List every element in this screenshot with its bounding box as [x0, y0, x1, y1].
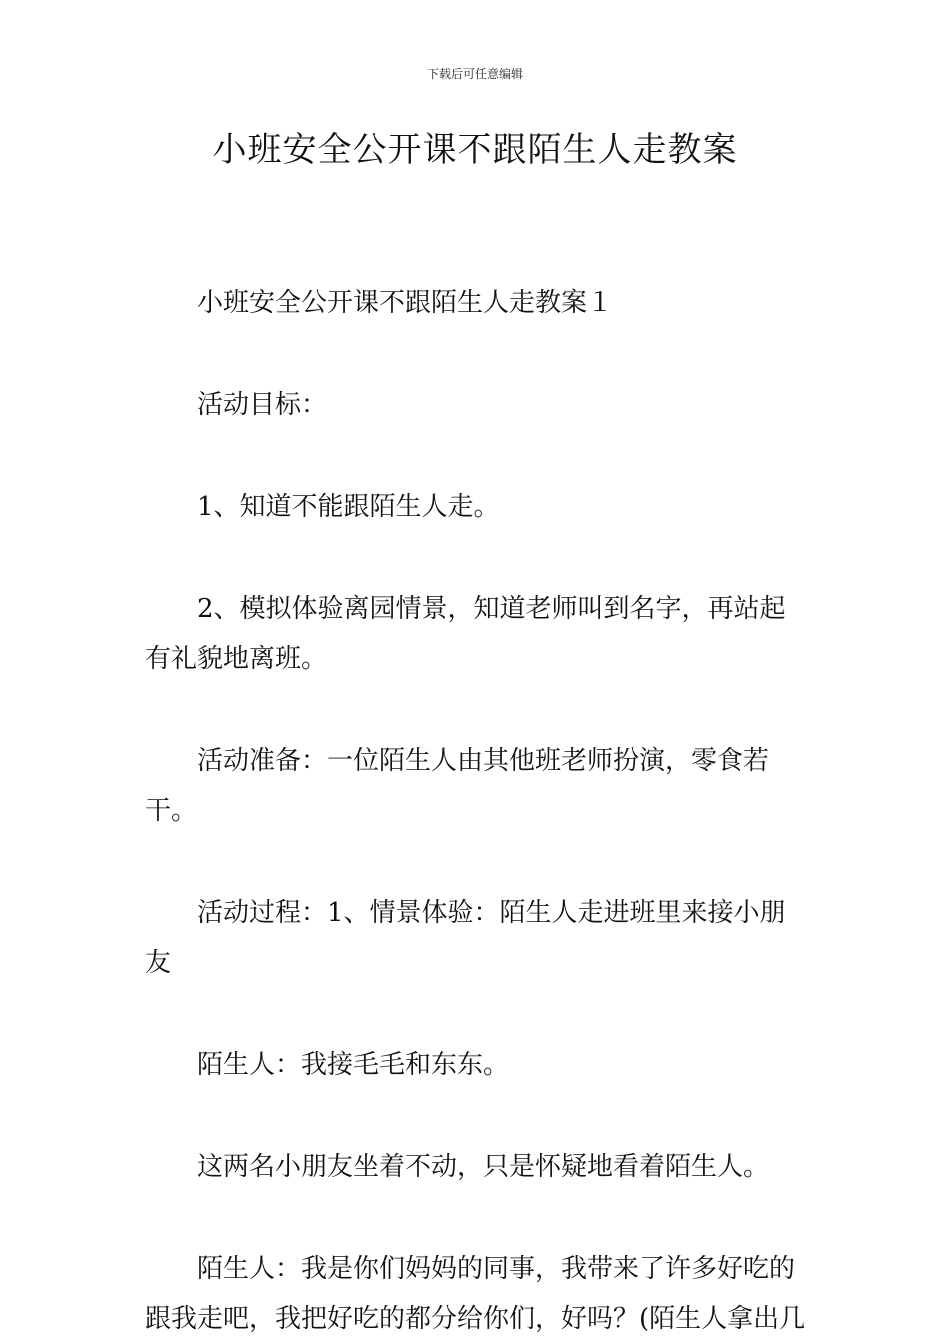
section-heading: 小班安全公开课不跟陌生人走教案１: [197, 288, 614, 318]
process-paragraph: 活动过程：1、情景体验：陌生人走进班里来接小朋友: [145, 898, 786, 978]
objective-item-1: 1、知道不能跟陌生人走。: [197, 492, 500, 522]
dialogue-paragraph-2: 陌生人：我是你们妈妈的同事，我带来了许多好吃的跟我走吧，我把好吃的都分给你们，好吗？(陌生人拿出几: [145, 1254, 806, 1334]
dialogue-paragraph-1: 陌生人：我接毛毛和东东。: [197, 1050, 510, 1080]
page-header-note: 下载后可任意编辑: [426, 67, 523, 81]
document-body: [145, 278, 810, 1344]
objective-item-2: 2、模拟体验离园情景，知道老师叫到名字，再站起有礼貌地离班。: [145, 594, 786, 674]
narration-paragraph: 这两名小朋友坐着不动，只是怀疑地看着陌生人。: [197, 1152, 770, 1182]
document-title: 小班安全公开课不跟陌生人走教案: [212, 130, 738, 170]
objectives-heading: 活动目标：: [197, 390, 328, 420]
preparation-paragraph: 活动准备：一位陌生人由其他班老师扮演，零食若干。: [145, 746, 770, 826]
